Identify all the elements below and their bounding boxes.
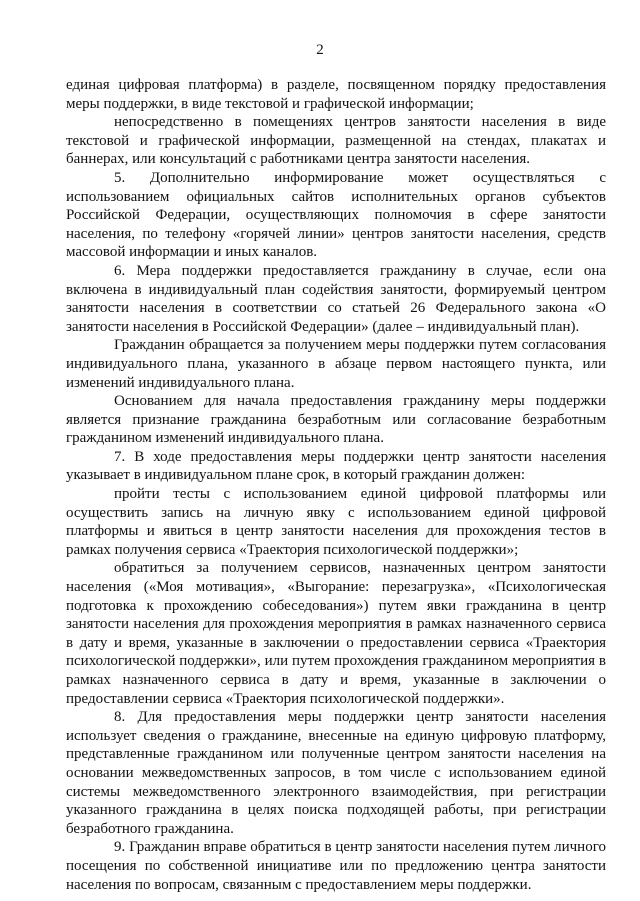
paragraph-1: единая цифровая платформа) в разделе, посвященном порядку предоставления меры поддержки, в виде текстовой и графической информации; <box>66 77 606 112</box>
paragraph-9: обратиться за получением сервисов, назначенных центром занятости населения («Моя мотивация», «Выгорание: перезагрузка», «Психологическая подготовка к прохождению собеседования») путем явки гражданина в центр занятости населения для прохождения мероприятия в рамках назначенного сервиса в дату и время, указанные в заключении о предоставлении сервиса «Траектория психологической поддержки», или путем прохождения гражданином мероприятия в рамках назначенного сервиса в дату и время, указанные в заключении о предоставлении сервиса «Траектория психологической поддержки». <box>66 560 606 707</box>
paragraph-8: пройти тесты с использованием единой цифровой платформы или осуществить запись на личную явку с использованием единой цифровой платформы и явиться в центр занятости населения для прохождения тестов в рамках получения сервиса «Траектория психологической поддержки»; <box>66 486 606 558</box>
paragraph-6: Основанием для начала предоставления гражданину меры поддержки является признание гражданина безработным или согласование безработным гражданином изменений индивидуального плана. <box>66 393 606 447</box>
paragraph-5: Гражданин обращается за получением меры поддержки путем согласования индивидуального плана, указанного в абзаце первом настоящего пункта, или изменений индивидуального плана. <box>66 337 606 391</box>
paragraph-11: 9. Гражданин вправе обратиться в центр занятости населения путем личного посещения по собственной инициативе или по предложению центра занятости населения по вопросам, связанным с предоставлением меры поддержки. <box>66 839 606 893</box>
paragraph-3: 5. Дополнительно информирование может осуществляться с использованием официальных сайтов исполнительных органов субъектов Российской Федерации, осуществляющих полномочия в сфере занятости населения, по телефону «горячей линии» центров занятости населения, средств массовой информации и иных каналов. <box>66 169 606 261</box>
paragraph-7: 7. В ходе предоставления меры поддержки центр занятости населения указывает в индивидуальном плане срок, в который гражданин должен: <box>66 448 606 484</box>
document-body <box>66 76 606 894</box>
paragraph-4: 6. Мера поддержки предоставляется гражданину в случае, если она включена в индивидуальный план содействия занятости, формируемый центром занятости населения в соответствии со статьей 26 Федерального закона «О занятости населения в Российской Федерации» (далее – индивидуальный план). <box>66 262 606 335</box>
paragraph-2: непосредственно в помещениях центров занятости населения в виде текстовой и графической информации, размещенной на стендах, плакатах и баннерах, или консультаций с работниками центра занятости населения. <box>66 114 606 168</box>
paragraph-10: 8. Для предоставления меры поддержки центр занятости населения использует сведения о гражданине, внесенные на единую цифровую платформу, представленные гражданином или полученные центром занятости населения на основании межведомственных запросов, в том числе с использованием единой системы межведомственного электронного взаимодействия, при регистрации указанного гражданина в целях поиска подходящей работы, при регистрации безработного гражданина. <box>66 709 606 837</box>
page-number: 2 <box>316 42 324 58</box>
